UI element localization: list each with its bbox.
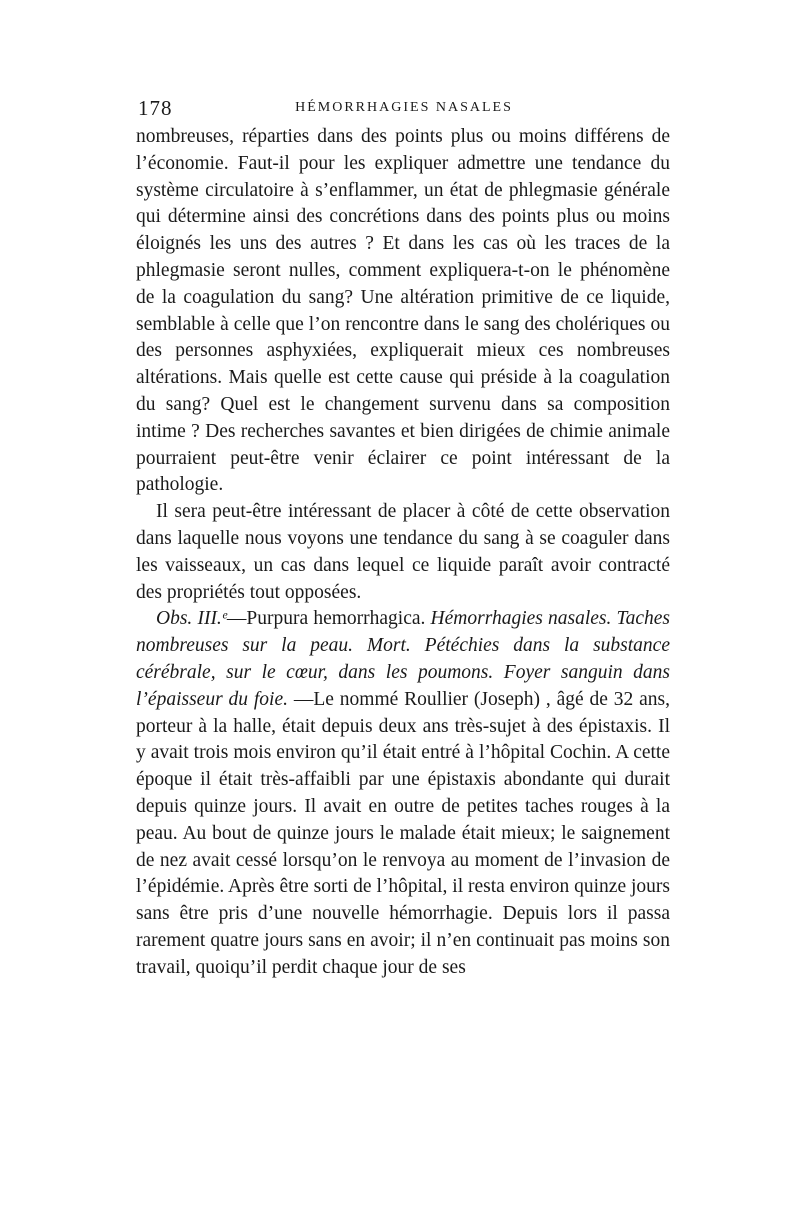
- observation-label: Obs. III.ᵉ: [156, 608, 227, 630]
- running-title: HÉMORRHAGIES NASALES: [295, 100, 513, 115]
- observation-dash: —: [226, 608, 247, 630]
- observation-diagnosis: Purpura hemorrhagica.: [246, 608, 426, 630]
- observation-paragraph: [136, 606, 670, 981]
- observation-text: —Le nommé Roullier (Joseph) , âgé de 32 ans, porteur à la halle, était depuis deux ans très-sujet à des épistaxis. Il y avait trois mois environ qu’il était entré à l’hôpital Cochin. A cette époque il était très-affaibli par une épistaxis abondante qui durait depuis quinze jours. Il avait en outre de petites taches rouges à la peau. Au bout de quinze jours le malade était mieux; le saignement de nez avait cessé lorsqu’on le renvoya au moment de l’invasion de l’épidémie. Après être sorti de l’hôpital, il resta environ quinze jours sans être pris d’une nouvelle hémorrhagie. Depuis lors il passa rarement quatre jours sans en avoir; il n’en continuait pas moins son travail, quoiqu’il perdit chaque jour de ses: [136, 688, 670, 978]
- running-head: [138, 96, 670, 120]
- page-number: 178: [138, 96, 173, 120]
- observation-summary: Hémorrhagies nasales. Taches nombreuses sur la peau. Mort. Pétéchies dans la substance cérébrale, sur le cœur, dans les poumons. Foyer sanguin dans l’épaisseur du foie.: [136, 608, 670, 710]
- paragraph-2: Il sera peut-être intéressant de placer à côté de cette observation dans laquelle nous voyons une tendance du sang à se coaguler dans les vaisseaux, un cas dans lequel ce liquide paraît avoir contracté des propriétés tout opposées.: [136, 501, 670, 603]
- paragraph-1: nombreuses, réparties dans des points plus ou moins différens de l’économie. Faut-il pour les expliquer admettre une tendance du système circulatoire à s’enflammer, un état de phlegmasie générale qui détermine ainsi des concrétions dans des points plus ou moins éloignés les uns des autres ? Et dans les cas où les traces de la phlegmasie seront nulles, comment expliquera-t-on le phénomène de la coagulation du sang? Une altération primitive de ce liquide, semblable à celle que l’on rencontre dans le sang des cholériques ou des personnes asphyxiées, expliquerait mieux ces nombreuses altérations. Mais quelle est cette cause qui préside à la coagulation du sang? Quel est le changement survenu dans sa composition intime ? Des recherches savantes et bien dirigées de chimie animale pourraient peut-être venir éclairer ce point intéressant de la pathologie.: [136, 126, 670, 496]
- body-text: [136, 124, 670, 982]
